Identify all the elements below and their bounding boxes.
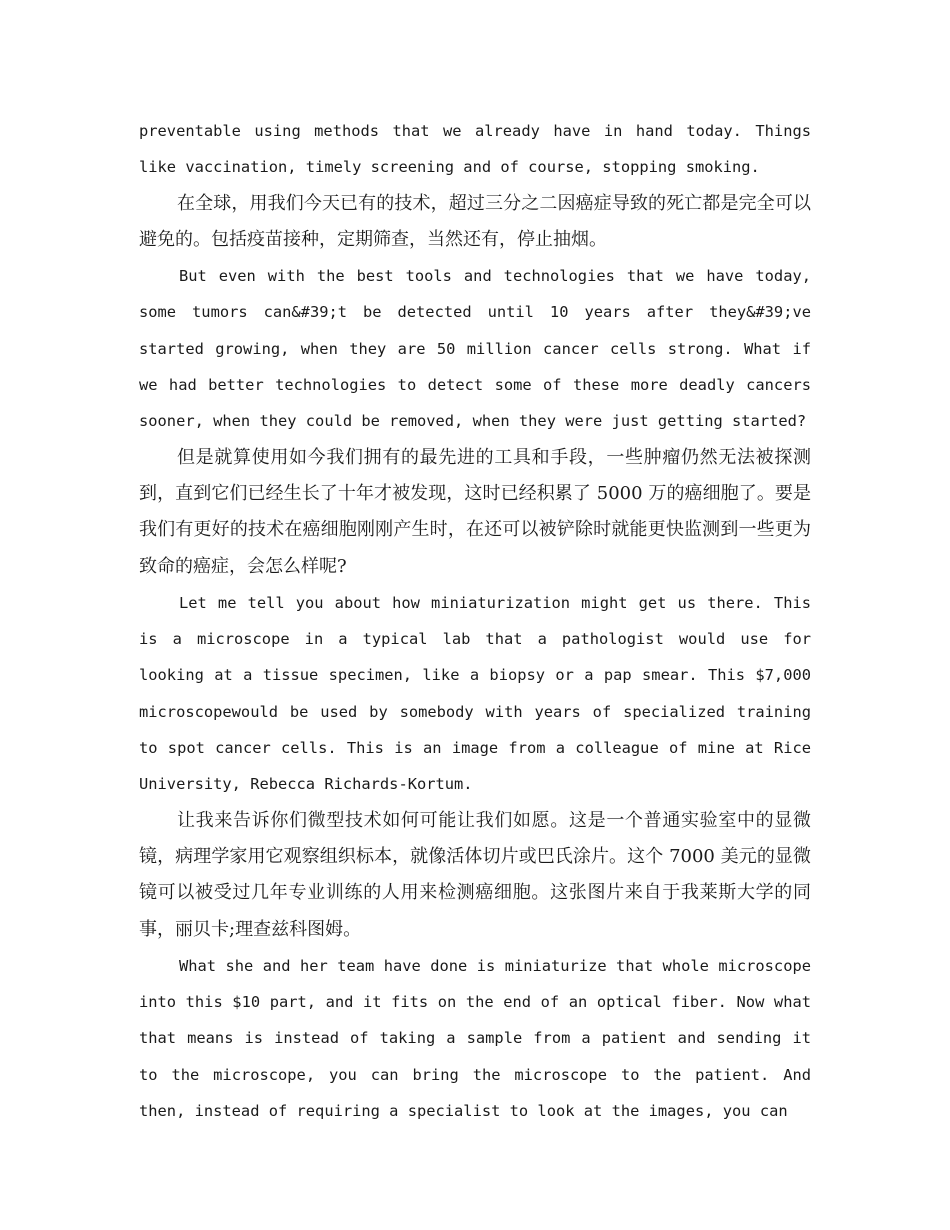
paragraph-zh-2: 但是就算使用如今我们拥有的最先进的工具和手段，一些肿瘤仍然无法被探测到，直到它们已经生长了十年才被发现，这时已经积累了 5000 万的癌细胞了。要是我们有更好的技术在癌细胞刚刚产生时，在还可以被铲除时就能更快监测到一些更为致命的癌症，会怎么样呢?	[139, 446, 811, 577]
paragraph-zh-1: 在全球，用我们今天已有的技术，超过三分之二因癌症导致的死亡都是完全可以避免的。包括疫苗接种，定期筛查，当然还有，停止抽烟。	[139, 192, 811, 250]
paragraph-en-4: What she and her team have done is miniaturize that whole microscope into this $10 part, and it fits on the end of an optical fiber. Now what that means is instead of taking a sample from a patient and sending it to the microscope, you can bring the microscope to the patient. And then, instead of requiring a specialist to look at the images, you can	[139, 956, 811, 1121]
document-page	[139, 113, 811, 1129]
paragraph-en-3: Let me tell you about how miniaturization might get us there. This is a microscope in a typical lab that a pathologist would use for looking at a tissue specimen, like a biopsy or a pap smear. This $7,000 microscopewould be used by somebody with years of specialized training to spot cancer cells. This is an image from a colleague of mine at Rice University, Rebecca Richards-Kortum.	[139, 593, 811, 794]
paragraph-zh-3: 让我来告诉你们微型技术如何可能让我们如愿。这是一个普通实验室中的显微镜，病理学家用它观察组织标本，就像活体切片或巴氏涂片。这个 7000 美元的显微镜可以被受过几年专业训练的人用来检测癌细胞。这张图片来自于我莱斯大学的同事，丽贝卡;理查兹科图姆。	[139, 809, 811, 940]
paragraph-en-1: preventable using methods that we already have in hand today. Things like vaccination, timely screening and of course, stopping smoking.	[139, 122, 811, 177]
paragraph-en-2: But even with the best tools and technologies that we have today, some tumors can&#39;t be detected until 10 years after they&#39;ve started growing, when they are 50 million cancer cells strong. What if we had better technologies to detect some of these more deadly cancers sooner, when they could be removed, when they were just getting started?	[139, 267, 811, 431]
